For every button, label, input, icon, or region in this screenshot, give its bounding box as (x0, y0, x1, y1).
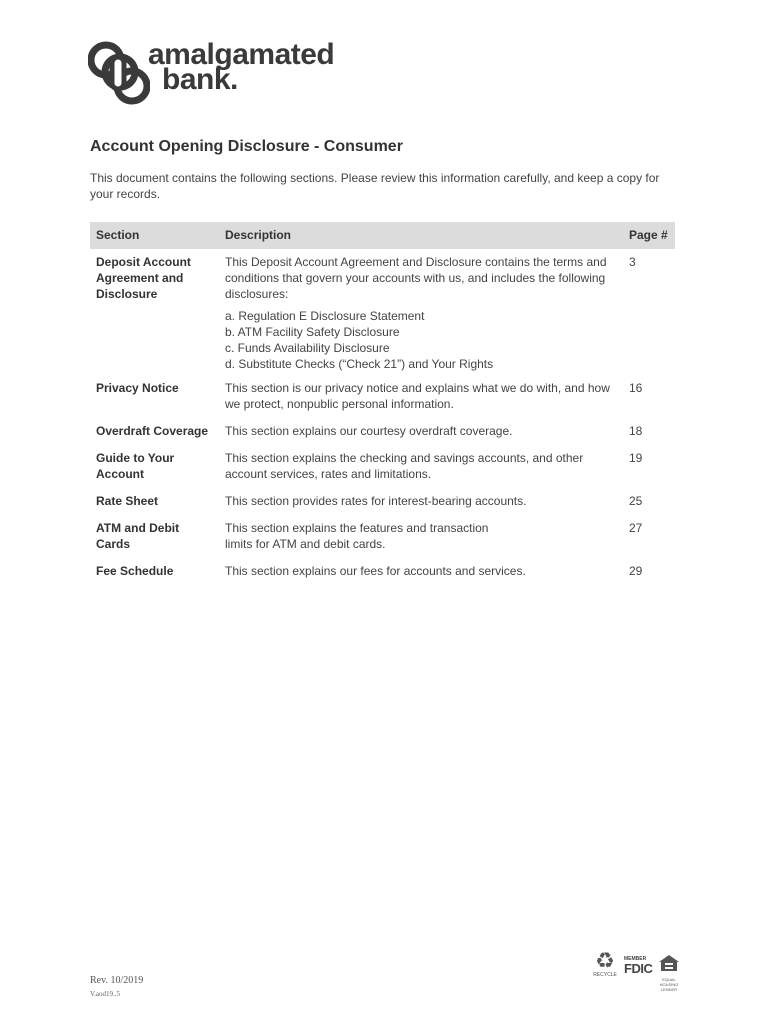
logo-line-1: amalgamated (148, 38, 335, 71)
row-description: This section explains the features and transaction limits for ATM and debit cards. (225, 521, 489, 551)
fdic-member-label: MEMBER (624, 956, 647, 962)
table-row (90, 520, 675, 563)
table-row (90, 563, 675, 590)
row-page: 3 (629, 255, 636, 269)
row-description-text: This Deposit Account Agreement and Disclosure contains the terms and conditions that govern your accounts with us, and includes the following disclosures: (225, 255, 607, 301)
logo-wordmark (148, 38, 335, 96)
row-section: Privacy Notice (96, 381, 179, 395)
row-page: 19 (629, 451, 643, 465)
row-description: This section provides rates for interest-bearing accounts. (225, 494, 527, 508)
row-section: Fee Schedule (96, 564, 174, 578)
row-section: Overdraft Coverage (96, 424, 209, 438)
table-row (90, 423, 675, 450)
header-description: Description (225, 228, 292, 242)
row-description (225, 254, 620, 372)
row-page: 25 (629, 494, 643, 508)
disclosure-list (225, 308, 620, 372)
equal-housing-badge (658, 954, 680, 992)
table-header (90, 222, 675, 249)
compliance-badges (590, 948, 682, 992)
header-section: Section (96, 228, 140, 242)
revision-date: Rev. 10/2019 (90, 975, 144, 986)
header-page: Page # (629, 228, 668, 242)
recycle-icon: ♻ (595, 948, 615, 973)
row-section: ATM and Debit Cards (96, 521, 180, 551)
contents-table (90, 222, 675, 590)
row-description: This section explains our courtesy overdraft coverage. (225, 424, 513, 438)
intro-text: This document contains the following sections. Please review this information carefully, and keep a copy for your records. (90, 171, 660, 201)
table-row (90, 380, 675, 423)
recycle-badge (590, 950, 620, 978)
row-section: Deposit Account Agreement and Disclosure (96, 255, 191, 301)
fdic-label: FDIC (624, 961, 653, 976)
document-code: V.aod19..5 (90, 990, 121, 998)
row-description: This section explains our fees for accounts and services. (225, 564, 526, 578)
list-item: b. ATM Facility Safety Disclosure (225, 325, 400, 339)
row-page: 16 (629, 381, 643, 395)
row-page: 18 (629, 424, 643, 438)
bank-logo (88, 38, 335, 108)
row-section: Rate Sheet (96, 494, 159, 508)
row-page: 27 (629, 521, 643, 535)
amalgamated-logo-icon (88, 40, 150, 106)
equal-housing-lender-icon (658, 954, 680, 972)
list-item: c. Funds Availability Disclosure (225, 341, 390, 355)
table-row (90, 493, 675, 520)
document-title: Account Opening Disclosure - Consumer (90, 138, 403, 155)
ehl-label: EQUAL HOUSING LENDER (659, 977, 679, 992)
list-item: a. Regulation E Disclosure Statement (225, 309, 425, 323)
row-page: 29 (629, 564, 643, 578)
logo-line-2: bank. (162, 63, 238, 96)
recycle-label: RECYCLE (593, 972, 617, 978)
row-description: This section explains the checking and savings accounts, and other account services, rates and limitations. (225, 451, 584, 481)
list-item: d. Substitute Checks (“Check 21”) and Your Rights (225, 357, 494, 371)
row-description: This section is our privacy notice and explains what we do with, and how we protect, nonpublic personal information. (225, 381, 610, 411)
row-section: Guide to Your Account (96, 451, 175, 481)
table-row (90, 450, 675, 493)
fdic-badge (624, 956, 654, 975)
table-row (90, 254, 675, 380)
